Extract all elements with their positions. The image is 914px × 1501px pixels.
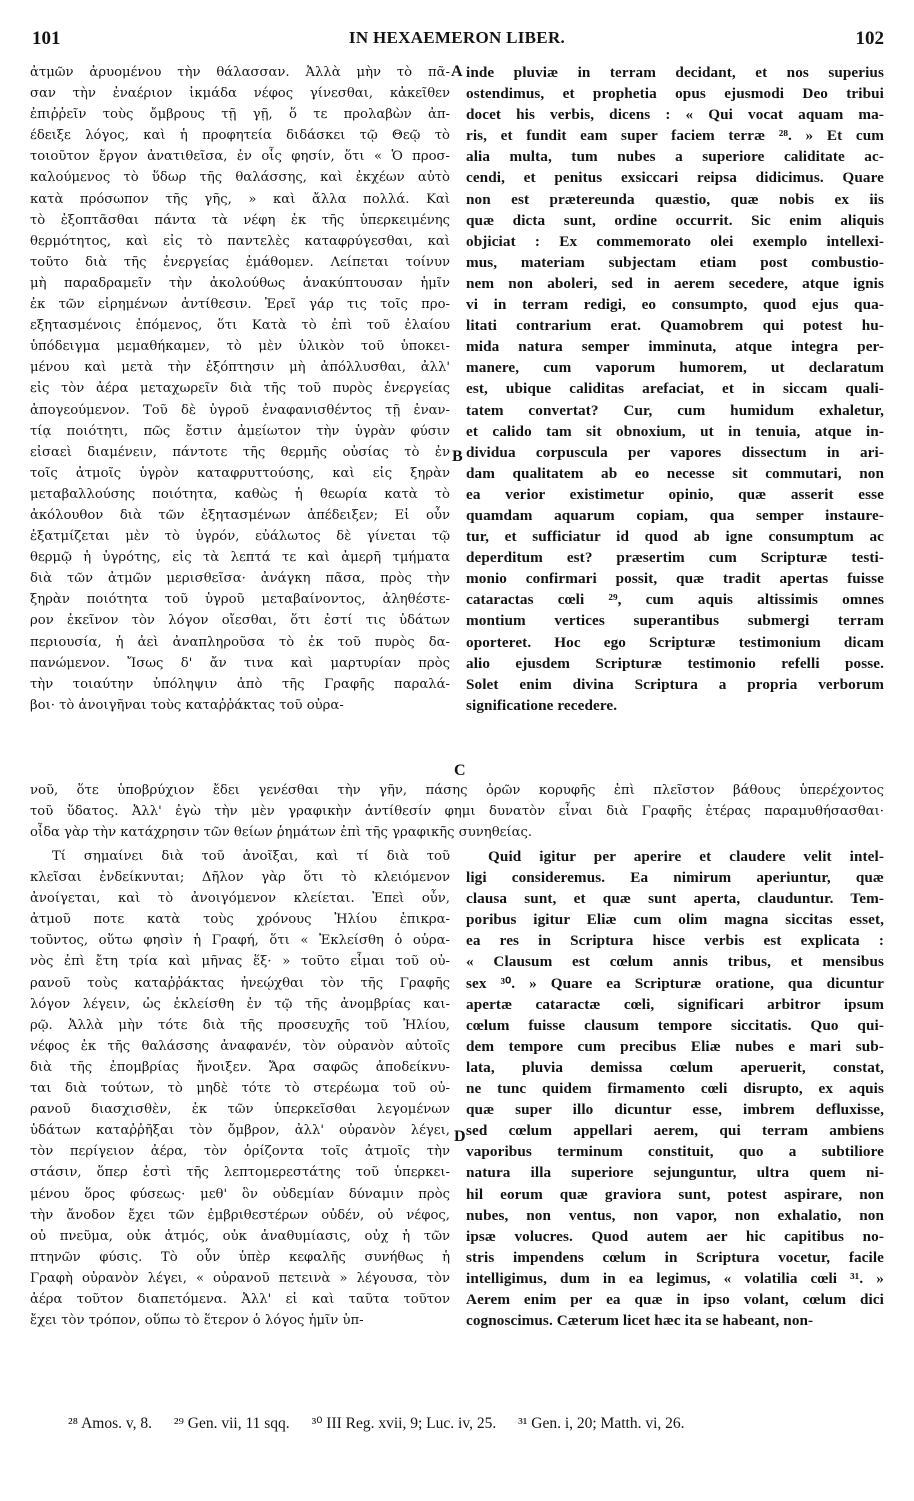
greek-column-top [30, 62, 450, 716]
latin-column-top [466, 62, 884, 716]
text-line: Solet enim divina Scriptura a propria verborum [466, 675, 884, 693]
text-line: ἀκόλουθον διὰ τῶν ἐξητασμένων ἀπέδειξεν; Εἰ οὖν [30, 507, 450, 523]
text-line: nubes, non ventus, non vapor, non exhalatio, non [466, 1206, 884, 1224]
text-line: est, ubique caliditas arefaciat, et in siccam quali- [466, 380, 884, 398]
text-line: tatem convertat? Cur, cum humidum exhaletur, [466, 401, 884, 419]
greek-full-width-passage [30, 780, 884, 843]
text-line: σαν τὴν ἐναέριον ἰκμάδα νέφος γίνεσθαι, κἀκεῖθεν [30, 86, 450, 102]
text-line: stris impendens cœlum in Scriptura vocetur, facile [466, 1248, 884, 1266]
text-line: θερμῷ ἡ ὑγρότης, εἰς τὰ λεπτά τε καὶ ἀμερῆ τμήματα [30, 550, 450, 566]
text-line: mus, materiam subjectam etiam post combustio- [466, 253, 884, 271]
text-line: sex ³⁰. » Quare ea Scripturæ oratione, qua dicuntur [466, 974, 884, 992]
text-line: poribus igitur Eliæ cum olim magna siccitas esset, [466, 911, 884, 929]
margin-letter-a: A [451, 63, 463, 80]
text-line: βοι· τὸ ἀνοιγῆναι τοὺς καταῤῥάκτας τοῦ οὐρα- [30, 697, 344, 713]
text-line: ἀπογεούμενον. Τοῦ δὲ ὑγροῦ ἐναφανισθέντος τῇ ἐναν- [30, 402, 450, 418]
text-line: τὸ ἐξοπτᾶσθαι πάντα τὰ νέφη ἐκ τῆς ὑπερκειμένης [30, 212, 450, 228]
text-line: ea res in Scriptura hisce verbis est explicata : [466, 932, 884, 950]
text-line: Quid igitur per aperire et claudere velit intel- [488, 848, 884, 865]
text-line: τίᾳ ποιότητι, πῶς ἔστιν ἀμείωτον τὴν ὑγρὰν φύσιν [30, 423, 450, 439]
text-line: εξητασμένοις ἑπόμενος, ὅτι Κατὰ τὸ ἐπὶ τοῦ ἐλαίου [30, 318, 450, 334]
text-line: μὴ παραδραμεῖν τὴν ἀκολούθως ἀνακύπτουσαν ἡμῖν [30, 275, 450, 291]
text-line: cataractas cœli ²⁹, cum aquis altissimis omnes [466, 591, 884, 609]
text-line: τὸν περίγειον ἀέρα, τὸν ὁρίζοντα τοῖς ἀτμοῖς τὴν [30, 1144, 450, 1160]
text-line: ἀτμῶν ἀρυομένου τὴν θάλασσαν. Ἀλλὰ μὴν τὸ πᾶ- [30, 65, 450, 80]
greek-column-bottom [30, 846, 450, 1331]
text-line: dam qualitatem ab eo necesse sit commutari, non [466, 464, 884, 482]
text-line: εἰσαεὶ διαμένειν, πάντοτε τῆς θερμῆς οὐσίας τὸ ἐν [30, 444, 450, 460]
page-header [30, 28, 884, 54]
text-line: non est prætereunda quæstio, quæ nobis ex iis [466, 190, 884, 208]
text-line: λόγον λέγειν, ὡς ἐκλείσθη ἐν τῷ τῆς ἀνομβρίας και- [30, 996, 450, 1012]
text-line: Γραφὴ οὐρανὸν λέγει, « οὐρανοῦ πετεινὰ » λέγουσα, τὸν [30, 1270, 450, 1286]
page-number-left: 101 [32, 28, 61, 49]
text-line: ἐξατμίζεται μὲν τὸ ὑγρόν, εὐάλωτος δὲ γίνεται τῷ [30, 529, 450, 545]
text-line: τοιοῦτον ἔργον ἀνατιθεῖσα, ἐν οἷς φησίν, ὅτι « Ὁ προσ- [30, 149, 450, 165]
text-line: νοῦ, ὅτε ὑποβρύχιον ἔδει γενέσθαι τὴν γῆν, πάσης ὀρῶν κορυφῆς ἐπὶ πλεῖστον βάθους ὑπερέχοντος [30, 783, 884, 798]
text-line: ἀνοίγεται, καὶ τὸ ἀνοιγόμενον κλείεται. Ἐπεὶ οὖν, [30, 891, 450, 907]
text-line: quæ super illo dicuntur esse, imbrem defluxisse, [466, 1101, 884, 1119]
text-line: cendi, et penitus exsiccari reipsa didicimus. Quare [466, 169, 884, 187]
text-line: τοῦντος, οὕτω φησὶν ἡ Γραφή, ὅτι « Ἐκλείσθη ὁ οὐρα- [30, 933, 450, 949]
text-line: ὑδάτων καταῤῥῆξαι τὸν ὄμβρον, ἀλλ' οὐρανὸν λέγει, [30, 1123, 450, 1139]
text-line: ἀέρα τοῦτον διαπετόμενα. Ἀλλ' εἰ καὶ ταῦτα τοῦτον [30, 1291, 450, 1307]
text-line: ὑπόδειγμα μεμαθήκαμεν, τὸ μὲν ὑλικὸν τοῦ ὑποκει- [30, 339, 450, 355]
text-line: docet his verbis, dicens : « Qui vocat aquam ma- [466, 106, 884, 124]
margin-letter-d: D [454, 1128, 466, 1145]
text-line: lata, pluvia demissa cœlum aperuerit, constat, [466, 1058, 884, 1076]
text-line: alio ejusdem Scripturæ testimonio refelli posse. [466, 654, 884, 672]
text-line: νέφος ἐκ τῆς θαλάσσης ἀναφανέν, τὸν οὐρανὸν αὐτοῖς [30, 1038, 450, 1054]
text-line: ἀτμοῦ ποτε κατὰ τοὺς χρόνους Ἠλίου ἐπικρα- [30, 912, 450, 928]
margin-letter-b: B [452, 448, 463, 465]
text-line: cœlum fuisse clausum tempore siccitatis. Quo qui- [466, 1016, 884, 1034]
text-line: ἐπιῤῥεῖν τοὺς ὄμβρους τῇ γῇ, ὅ τε προλαβὼν ἀπ- [30, 107, 450, 123]
text-line: mida natura semper imminuta, atque integra per- [466, 338, 884, 356]
text-line: hil eorum quæ graviora sunt, potest aspirare, non [466, 1185, 884, 1203]
text-line: ostendimus, et prophetia opus ejusmodi Deo tribui [466, 85, 884, 103]
text-line: nem non aboleri, sed in aerem secedere, atque ignis [466, 274, 884, 292]
text-line: ligi consideremus. Ea nimirum aperiuntur, quæ [466, 869, 884, 887]
text-line: quamdam aquarum copiam, qua semper instaure- [466, 506, 884, 524]
text-line: καλούμενος τὸ ὕδωρ τῆς θαλάσσης, καὶ ἐκχέων αὐτὸ [30, 170, 450, 186]
text-line: alia multa, tum nubes a superiore caliditate ac- [466, 148, 884, 166]
text-line: κατὰ πρόσωπον τῆς γῆς, » καὶ ἄλλα πολλά. Καὶ [30, 191, 450, 207]
text-line: κλεῖσαι ἐνδείκνυται; Δῆλον γὰρ ὅτι τὸ κλειόμενον [30, 870, 450, 886]
text-line: vi in terram redigi, eo consumpto, quod ejus qua- [466, 296, 884, 314]
text-line: νὸς ἐπὶ ἔτη τρία καὶ μῆνας ἕξ· » τοῦτο εἶμαι τοῦ οὐ- [30, 954, 450, 970]
text-line: πανώμενον. Ἴσως δ' ἄν τινα καὶ μαρτυρίαν πρὸς [30, 655, 450, 671]
text-line: θερμότητος, καὶ εἰς τὸ παντελὲς καταφρύγεσθαι, καὶ [30, 233, 450, 249]
text-line: litati contrarium erat. Quamobrem qui potest hu- [466, 317, 884, 335]
text-line: clausa sunt, et quæ sunt aperta, clauduntur. Tem- [466, 890, 884, 908]
footnotes [68, 1414, 888, 1433]
text-line: μένου ὅρος φύσεως· μεθ' ὃν οὐδεμίαν δύναμιν πρὸς [30, 1186, 450, 1202]
text-line: intelligimus, dum in ea legimus, « volatilia cœli ³¹. » [466, 1269, 884, 1287]
text-line: vaporibus terminum constituit, quo a subtiliore [466, 1143, 884, 1161]
text-line: deperditum est? præsertim cum Scripturæ testi- [466, 549, 884, 567]
latin-column-bottom [466, 846, 884, 1331]
text-line: Τί σημαίνει διὰ τοῦ ἀνοῖξαι, καὶ τί διὰ τοῦ [52, 849, 450, 864]
text-line: ne tunc quidem firmamento cœli disrupto, ex aquis [466, 1080, 884, 1098]
text-line: montium vertices superantibus submergi terram [466, 612, 884, 630]
footnote: ³⁰ III Reg. xvii, 9; Luc. iv, 25. [311, 1415, 497, 1432]
footnote: ²⁹ Gen. vii, 11 sqq. [173, 1415, 290, 1432]
page-number-right: 102 [855, 28, 884, 49]
text-line: natura illa superiore sejunguntur, ultra quem ni- [466, 1164, 884, 1182]
text-line: τοῖς ἀτμοῖς ὑγρὸν καταφρυττούσης, καὶ εἰς ξηρὰν [30, 465, 450, 481]
text-line: ipsæ volucres. Quod autem aer hic capitibus no- [466, 1227, 884, 1245]
text-line: oporteret. Hoc ego Scripturæ testimonium dicam [466, 633, 884, 651]
text-line: dem tempore cum precibus Eliæ nubes e mari sub- [466, 1037, 884, 1055]
text-line: διὰ τῶν ἀτμῶν μερισθεῖσα· ἀνάγκη πᾶσα, πρὸς τὴν [30, 571, 450, 587]
text-line: ρον ἐκεῖνον τὸν λόγον οἴεσθαι, ὅτι ἐστί τις ὑδάτων [30, 613, 450, 629]
text-line: et calido tam sit obnoxium, ut in tenuia, atque in- [466, 422, 884, 440]
text-line: περιουσία, ἡ ἀεὶ ἀναπληροῦσα τὸ ἐκ τοῦ πυρὸς δα- [30, 634, 450, 650]
text-line: ἐκ τῶν εἰρημένων ἀντίθεσιν. Ἐρεῖ γάρ τις τοῖς προ- [30, 297, 450, 313]
text-line: διὰ τῆς ἐπομβρίας ἤνοιξεν. Ἄρα σαφῶς ἀποδείκνυ- [30, 1059, 450, 1075]
text-line: ρανοῦ τοὺς καταῤῥάκτας ἠνεῴχθαι τὸν τῆς Γραφῆς [30, 975, 450, 991]
text-line: quæ dicta sunt, ordine occurrit. Sic enim aliquis [466, 211, 884, 229]
text-line: μένου καὶ μετὰ τὴν ἐξόπτησιν μὴ ἀπόλλυσθαι, ἀλλ' [30, 360, 450, 376]
text-line: manere, cum vaporum humorem, ut declaratum [466, 359, 884, 377]
text-line: ται διὰ τούτων, τὸ μηδὲ τότε τὸ στερέωμα τοῦ οὐ- [30, 1081, 450, 1097]
text-line: τοῦ ὕδατος. Ἀλλ' ἐγὼ τὴν μὲν γραφικὴν ἀντίθεσίν φημι δυνατὸν εἶναι διὰ Γραφῆς ἑτέρας παραμυθήσασθαι· [30, 804, 884, 820]
text-line: ἔχει τὸν τρόπον, οὕπω τὸ ἕτερον ὁ λόγος ἡμῖν ὑπ- [30, 1313, 364, 1329]
text-line: τὴν τοιαύτην ὑπόληψιν ἀπὸ τῆς Γραφῆς παραλά- [30, 676, 450, 692]
footnote: ³¹ Gen. i, 20; Matth. vi, 26. [518, 1415, 685, 1432]
text-line: monio confirmari possit, quæ tradit apertas fuisse [466, 570, 884, 588]
text-line: Aerem enim per ea quæ in ipso volant, cœlum dici [466, 1290, 884, 1308]
text-line: πτηνῶν φύσις. Τὸ οὖν ὑπὲρ κεφαλῆς συνήθως ἡ [30, 1249, 450, 1265]
text-line: στάσιν, ὅπερ ἐστὶ τῆς λεπτομερεστάτης τοῦ ὑπερκει- [30, 1165, 450, 1181]
text-line: ρῷ. Ἀλλὰ μὴν τότε διὰ τῆς προσευχῆς τοῦ Ἠλίου, [30, 1017, 450, 1033]
text-line: significatione recedere. [466, 696, 618, 714]
text-line: τὴν ἄνοδον ἔχει τῶν ἐμβριθεστέρων οὐδέν, οὐ νέφος, [30, 1207, 450, 1223]
text-line: ris, et fundit eam super faciem terræ ²⁸. » Et cum [466, 127, 884, 145]
text-line: οἶδα γὰρ τὴν κατάχρησιν τῶν θείων ῥημάτων ἐπὶ τῆς γραφικῆς συνηθείας. [30, 825, 533, 841]
text-line: cognoscimus. Cæterum licet hæc ita se habeant, non- [466, 1312, 814, 1330]
text-line: inde pluviæ in terram decidant, et nos superius [466, 64, 884, 81]
text-line: ea verior existimetur opinio, quæ asserit esse [466, 485, 884, 503]
text-line: εἰς τὸν ἀέρα μεταχωρεῖν διὰ τῆς τοῦ πυρὸς ἐνεργείας [30, 381, 450, 397]
text-line: objiciat : Ex commemorato olei exemplo intellexi- [466, 232, 884, 250]
text-line: τοῦτο διὰ τῆς ἐνεργείας ἐμάθομεν. Λείπεται τοίνυν [30, 254, 450, 270]
text-line: ξηρὰν ποιότητα τοῦ ὑγροῦ μεταβαίνοντος, ἀληθέστε- [30, 592, 450, 608]
running-title: IN HEXAEMERON LIBER. [348, 28, 566, 47]
text-line: οὐ πνεῦμα, οὐκ ἀτμός, οὐκ ἀναθυμίασις, οὐχ ἡ τῶν [30, 1228, 450, 1244]
text-line: sed cœlum appellari aerem, qui terram ambiens [466, 1122, 884, 1140]
margin-letter-c: C [454, 762, 466, 779]
text-line: « Clausum est cœlum annis tribus, et mensibus [466, 953, 884, 971]
footnote: ²⁸ Amos. v, 8. [68, 1415, 152, 1432]
text-line: dividua corpuscula per vapores dissectum in ari- [466, 443, 884, 461]
text-line: μεταβαλλούσης ποιότητα, καθὼς ἡ θεωρία κατὰ τὸ [30, 486, 450, 502]
text-line: ρανοῦ διασχισθὲν, ἐκ τῶν ὑπερκεῖσθαι λεγομένων [30, 1102, 450, 1118]
text-line: tur, et sufficiatur id quod ab igne consumptum ac [466, 528, 884, 546]
text-line: έδειξε λόγος, καὶ ἡ προφητεία διδάσκει τῷ Θεῷ τὸ [30, 128, 450, 144]
text-line: apertæ cataractæ cœli, significari arbitror ipsum [466, 995, 884, 1013]
